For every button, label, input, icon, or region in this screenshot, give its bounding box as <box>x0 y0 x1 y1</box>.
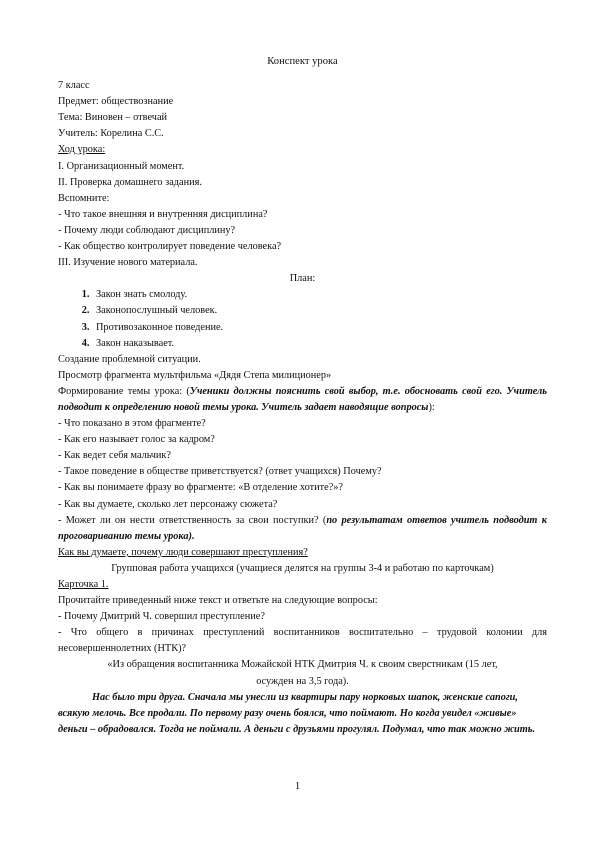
story-paragraph: Нас было три друга. Сначала мы унесли из квартиры пару норковых шапок, женские сапоги, всякую мелочь. Все продали. По первому разу очень боялся, что поймают. Но когда увидел «живые» деньги – обрадовался. Тогда не поймали. А деньги с друзьями прогулял. Подумал, что так можно жить. <box>58 691 536 735</box>
responsibility-note: по результатам ответов учитель подводит к проговариванию темы урока). <box>58 514 547 542</box>
plan-list <box>58 287 547 351</box>
recall-question: - Почему люди соблюдают дисциплину? <box>58 224 236 236</box>
stage-2: II. Проверка домашнего задания. <box>58 176 202 188</box>
question-item: - Как ведет себя мальчик? <box>58 450 171 462</box>
plan-item: 3. Противозаконное поведение. <box>92 320 547 336</box>
grade-line: 7 класс <box>58 80 90 92</box>
topic-formation-prefix: Формирование темы урока: ( <box>58 385 190 397</box>
recall-question: - Что такое внешняя и внутренняя дисциплина? <box>58 208 268 220</box>
stage-3: III. Изучение нового материала. <box>58 257 198 269</box>
cartoon-line: Просмотр фрагмента мультфильма «Дядя Степа милиционер» <box>58 369 332 381</box>
group-work: Групповая работа учащихся (учащиеся делятся на группы 3-4 и работаю по карточкам) <box>111 562 494 574</box>
appeal-line: осужден на 3,5 года). <box>256 675 349 687</box>
topic-line: Тема: Виновен – отвечай <box>58 112 168 124</box>
question-item: - Как вы думаете, сколько лет персонажу сюжета? <box>58 498 278 510</box>
page-number: 1 <box>294 780 301 792</box>
plan-item: 1. Закон знать смолоду. <box>92 287 547 303</box>
responsibility-question <box>58 513 547 545</box>
stage-1: I. Организационный момент. <box>58 160 185 172</box>
crime-question: Как вы думаете, почему люди совершают преступления? <box>58 546 308 558</box>
teacher-line: Учитель: Корелина С.С. <box>58 128 164 140</box>
question-item: - Такое поведение в обществе приветствуется? (ответ учащихся) Почему? <box>58 466 382 478</box>
topic-formation-note: Ученики должны пояснить свой выбор, т.е. обосновать свой его. Учитель подводит к определению новой темы урока. Учитель задает наводящие вопросы <box>58 385 547 413</box>
document-title: Конспект урока <box>267 56 338 67</box>
problem-situation: Создание проблемной ситуации. <box>58 353 201 365</box>
plan-heading: План: <box>289 273 316 285</box>
responsibility-text: - Может ли он нести ответственность за свои поступки? ( <box>58 514 327 526</box>
topic-formation-suffix: ): <box>428 401 435 413</box>
card-question: - Почему Дмитрий Ч. совершил преступление? <box>58 611 265 623</box>
lesson-flow-heading: Ход урока: <box>58 144 106 156</box>
card-question: - Что общего в причинах преступлений воспитанников воспитательно – трудовой колонии для несовершеннолетних (НТК)? <box>58 627 547 655</box>
question-item: - Как вы понимаете фразу во фрагменте: «В отделение хотите?»? <box>58 482 343 494</box>
topic-formation <box>58 384 547 416</box>
plan-item: 2. Законопослушный человек. <box>92 303 547 319</box>
recall-heading: Вспомните: <box>58 192 110 204</box>
card-instruction: Прочитайте приведенный ниже текст и ответьте на следующие вопросы: <box>58 595 378 607</box>
question-item: - Что показано в этом фрагменте? <box>58 418 206 430</box>
document-page <box>58 54 547 738</box>
recall-question: - Как общество контролирует поведение человека? <box>58 241 282 253</box>
question-item: - Как его называет голос за кадром? <box>58 434 215 446</box>
appeal-line: «Из обращения воспитанника Можайской НТК Дмитрия Ч. к своим сверстникам (15 лет, <box>107 659 498 671</box>
plan-item: 4. Закон наказывает. <box>92 336 547 352</box>
card-title: Карточка 1. <box>58 579 109 590</box>
subject-line: Предмет: обществознание <box>58 96 174 108</box>
